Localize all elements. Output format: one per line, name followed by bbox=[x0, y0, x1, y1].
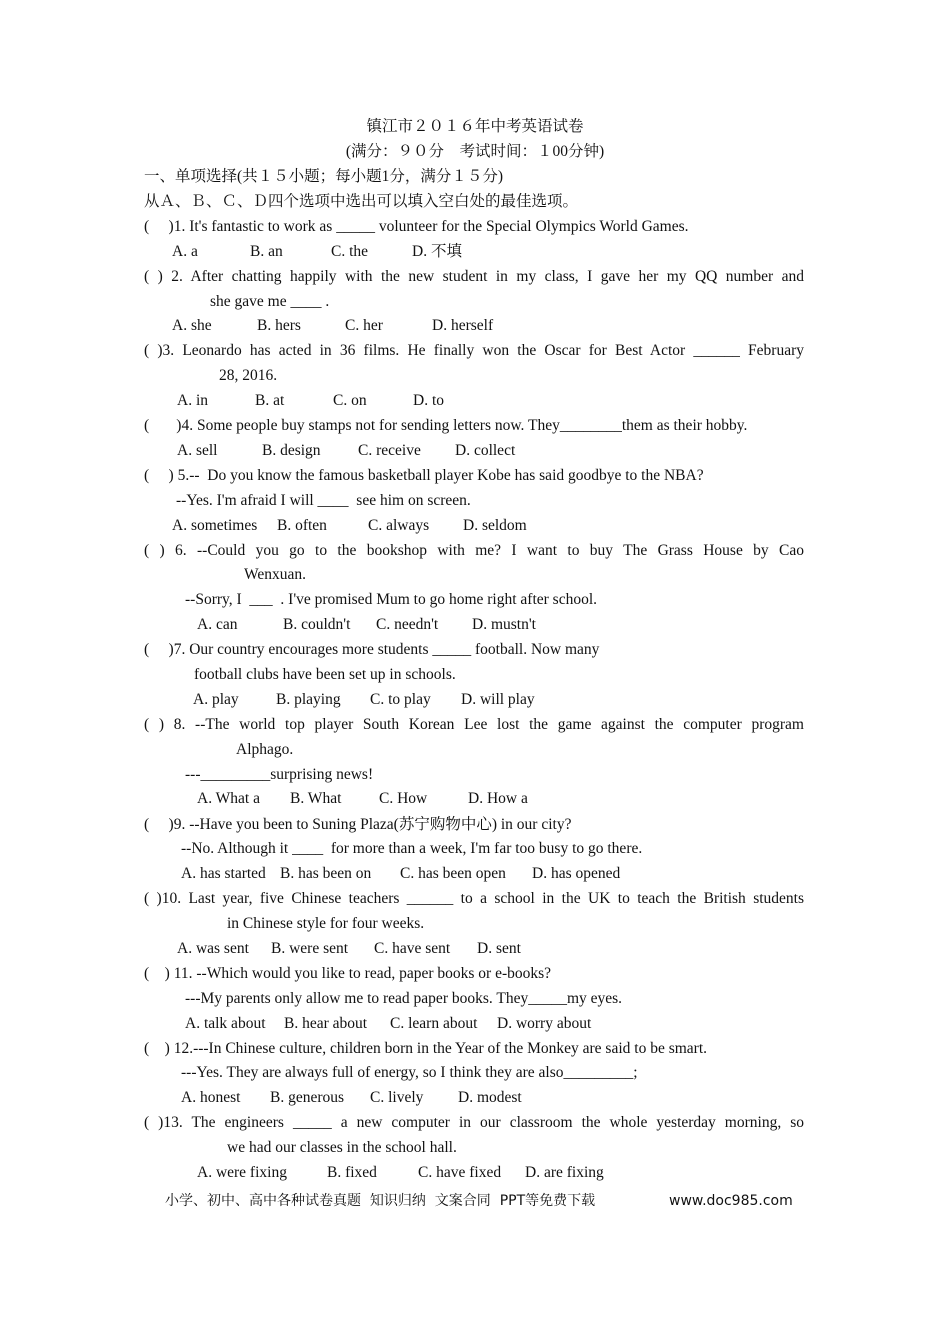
question-9-stem: ( )9. --Have you been to Suning Plaza(苏宁购物中心) in our city? bbox=[144, 816, 572, 833]
question-11-continuation: ---My parents only allow me to read paper books. They_____my eyes. bbox=[185, 990, 623, 1007]
q11-option-a: A. talk about bbox=[185, 1015, 266, 1032]
q12-option-a: A. honest bbox=[181, 1089, 241, 1106]
q7-option-b: B. playing bbox=[276, 691, 341, 708]
q13-option-c: C. have fixed bbox=[418, 1164, 502, 1181]
q11-option-c: C. learn about bbox=[390, 1015, 478, 1032]
footer-promo-text: 小学、初中、高中各种试卷真题 知识归纳 文案合同 PPT等免费下载 bbox=[165, 1193, 596, 1209]
question-7-stem: ( )7. Our country encourages more students _____ football. Now many bbox=[144, 641, 600, 658]
instruction: 从Ａ、Ｂ、Ｃ、Ｄ四个选项中选出可以填入空白处的最佳选项。 bbox=[144, 193, 579, 210]
question-12-stem: ( ) 12.---In Chinese culture, children born in the Year of the Monkey are said to be smart. bbox=[144, 1040, 708, 1057]
q6-option-b: B. couldn't bbox=[283, 616, 351, 633]
question-10-continuation: in Chinese style for four weeks. bbox=[227, 915, 425, 932]
exam-title: 镇江市２０１６年中考英语试卷 bbox=[366, 118, 584, 135]
question-8-continuation: Alphago. bbox=[236, 741, 294, 758]
q2-option-a: A. she bbox=[172, 317, 212, 334]
footer-website-link[interactable]: www.doc985.com bbox=[669, 1193, 793, 1209]
question-5-continuation: --Yes. I'm afraid I will ____ see him on screen. bbox=[176, 492, 471, 509]
q12-option-b: B. generous bbox=[270, 1089, 345, 1106]
q6-option-c: C. needn't bbox=[376, 616, 439, 633]
question-12-continuation: ---Yes. They are always full of energy, so I think they are also_________; bbox=[181, 1064, 638, 1081]
question-2-stem: ( ) 2. After chatting happily with the new student in my class, I gave her my QQ number and bbox=[144, 268, 804, 285]
q7-option-a: A. play bbox=[193, 691, 239, 708]
q6-option-a: A. can bbox=[197, 616, 238, 633]
q13-option-a: A. were fixing bbox=[197, 1164, 287, 1181]
question-11-stem: ( ) 11. --Which would you like to read, paper books or e-books? bbox=[144, 965, 552, 982]
q3-option-b: B. at bbox=[255, 392, 285, 409]
question-10-stem: ( )10. Last year, five Chinese teachers ______ to a school in the UK to teach the British students bbox=[144, 890, 804, 907]
q10-option-c: C. have sent bbox=[374, 940, 451, 957]
q10-option-d: D. sent bbox=[477, 940, 521, 957]
question-4-stem: ( )4. Some people buy stamps not for sending letters now. They________them as their hobby. bbox=[144, 417, 748, 434]
q12-option-d: D. modest bbox=[458, 1089, 522, 1106]
q8-option-b: B. What bbox=[290, 790, 342, 807]
q5-option-d: D. seldom bbox=[463, 517, 527, 534]
question-9-continuation: --No. Although it ____ for more than a week, I'm far too busy to go there. bbox=[181, 840, 643, 857]
q7-option-d: D. will play bbox=[461, 691, 535, 708]
question-6-continuation: Wenxuan. bbox=[244, 566, 307, 583]
question-3-continuation: 28, 2016. bbox=[219, 367, 278, 384]
q1-option-b: B. an bbox=[250, 243, 283, 260]
q4-option-a: A. sell bbox=[177, 442, 218, 459]
q8-option-a: A. What a bbox=[197, 790, 260, 807]
question-13-stem: ( )13. The engineers _____ a new computer in our classroom the whole yesterday morning, so bbox=[144, 1114, 804, 1131]
q2-option-c: C. her bbox=[345, 317, 383, 334]
q2-option-b: B. hers bbox=[257, 317, 301, 334]
q1-option-a: A. a bbox=[172, 243, 198, 260]
q5-option-c: C. always bbox=[368, 517, 430, 534]
q11-option-d: D. worry about bbox=[497, 1015, 592, 1032]
question-3-stem: ( )3. Leonardo has acted in 36 films. He finally won the Oscar for Best Actor ______ February bbox=[144, 342, 804, 359]
q9-option-b: B. has been on bbox=[280, 865, 372, 882]
question-13-continuation: we had our classes in the school hall. bbox=[227, 1139, 457, 1156]
q4-option-d: D. collect bbox=[455, 442, 516, 459]
q3-option-a: A. in bbox=[177, 392, 208, 409]
q3-option-d: D. to bbox=[413, 392, 444, 409]
q12-option-c: C. lively bbox=[370, 1089, 424, 1106]
q5-option-a: A. sometimes bbox=[172, 517, 258, 534]
question-6-stem: ( ) 6. --Could you go to the bookshop with me? I want to buy The Grass House by Cao bbox=[144, 542, 804, 559]
q9-option-c: C. has been open bbox=[400, 865, 506, 882]
q7-option-c: C. to play bbox=[370, 691, 431, 708]
q4-option-c: C. receive bbox=[358, 442, 421, 459]
q8-option-d: D. How a bbox=[468, 790, 528, 807]
question-2-continuation: she gave me ____ . bbox=[210, 293, 330, 310]
q10-option-b: B. were sent bbox=[271, 940, 349, 957]
q1-option-d: D. 不填 bbox=[412, 243, 462, 260]
q11-option-b: B. hear about bbox=[284, 1015, 368, 1032]
q1-option-c: C. the bbox=[331, 243, 369, 260]
question-7-continuation: football clubs have been set up in schools. bbox=[194, 666, 456, 683]
question-8-response: ---_________surprising news! bbox=[185, 766, 374, 783]
q9-option-a: A. has started bbox=[181, 865, 266, 882]
q9-option-d: D. has opened bbox=[532, 865, 621, 882]
section-heading: 一、单项选择(共１５小题；每小题1分，满分１５分) bbox=[144, 168, 504, 185]
q10-option-a: A. was sent bbox=[177, 940, 249, 957]
q13-option-d: D. are fixing bbox=[525, 1164, 604, 1181]
q8-option-c: C. How bbox=[379, 790, 428, 807]
question-6-response: --Sorry, I ___ . I've promised Mum to go home right after school. bbox=[185, 591, 598, 608]
q3-option-c: C. on bbox=[333, 392, 367, 409]
question-8-stem: ( ) 8. --The world top player South Korean Lee lost the game against the computer program bbox=[144, 716, 804, 733]
question-1-stem: ( )1. It's fantastic to work as _____ volunteer for the Special Olympics World Games. bbox=[144, 218, 689, 235]
exam-subtitle: (满分：９０分 考试时间：１00分钟) bbox=[345, 143, 605, 160]
q6-option-d: D. mustn't bbox=[472, 616, 536, 633]
question-5-stem: ( ) 5.-- Do you know the famous basketball player Kobe has said goodbye to the NBA? bbox=[144, 467, 704, 484]
q4-option-b: B. design bbox=[262, 442, 321, 459]
q2-option-d: D. herself bbox=[432, 317, 494, 334]
q13-option-b: B. fixed bbox=[327, 1164, 377, 1181]
q5-option-b: B. often bbox=[277, 517, 327, 534]
